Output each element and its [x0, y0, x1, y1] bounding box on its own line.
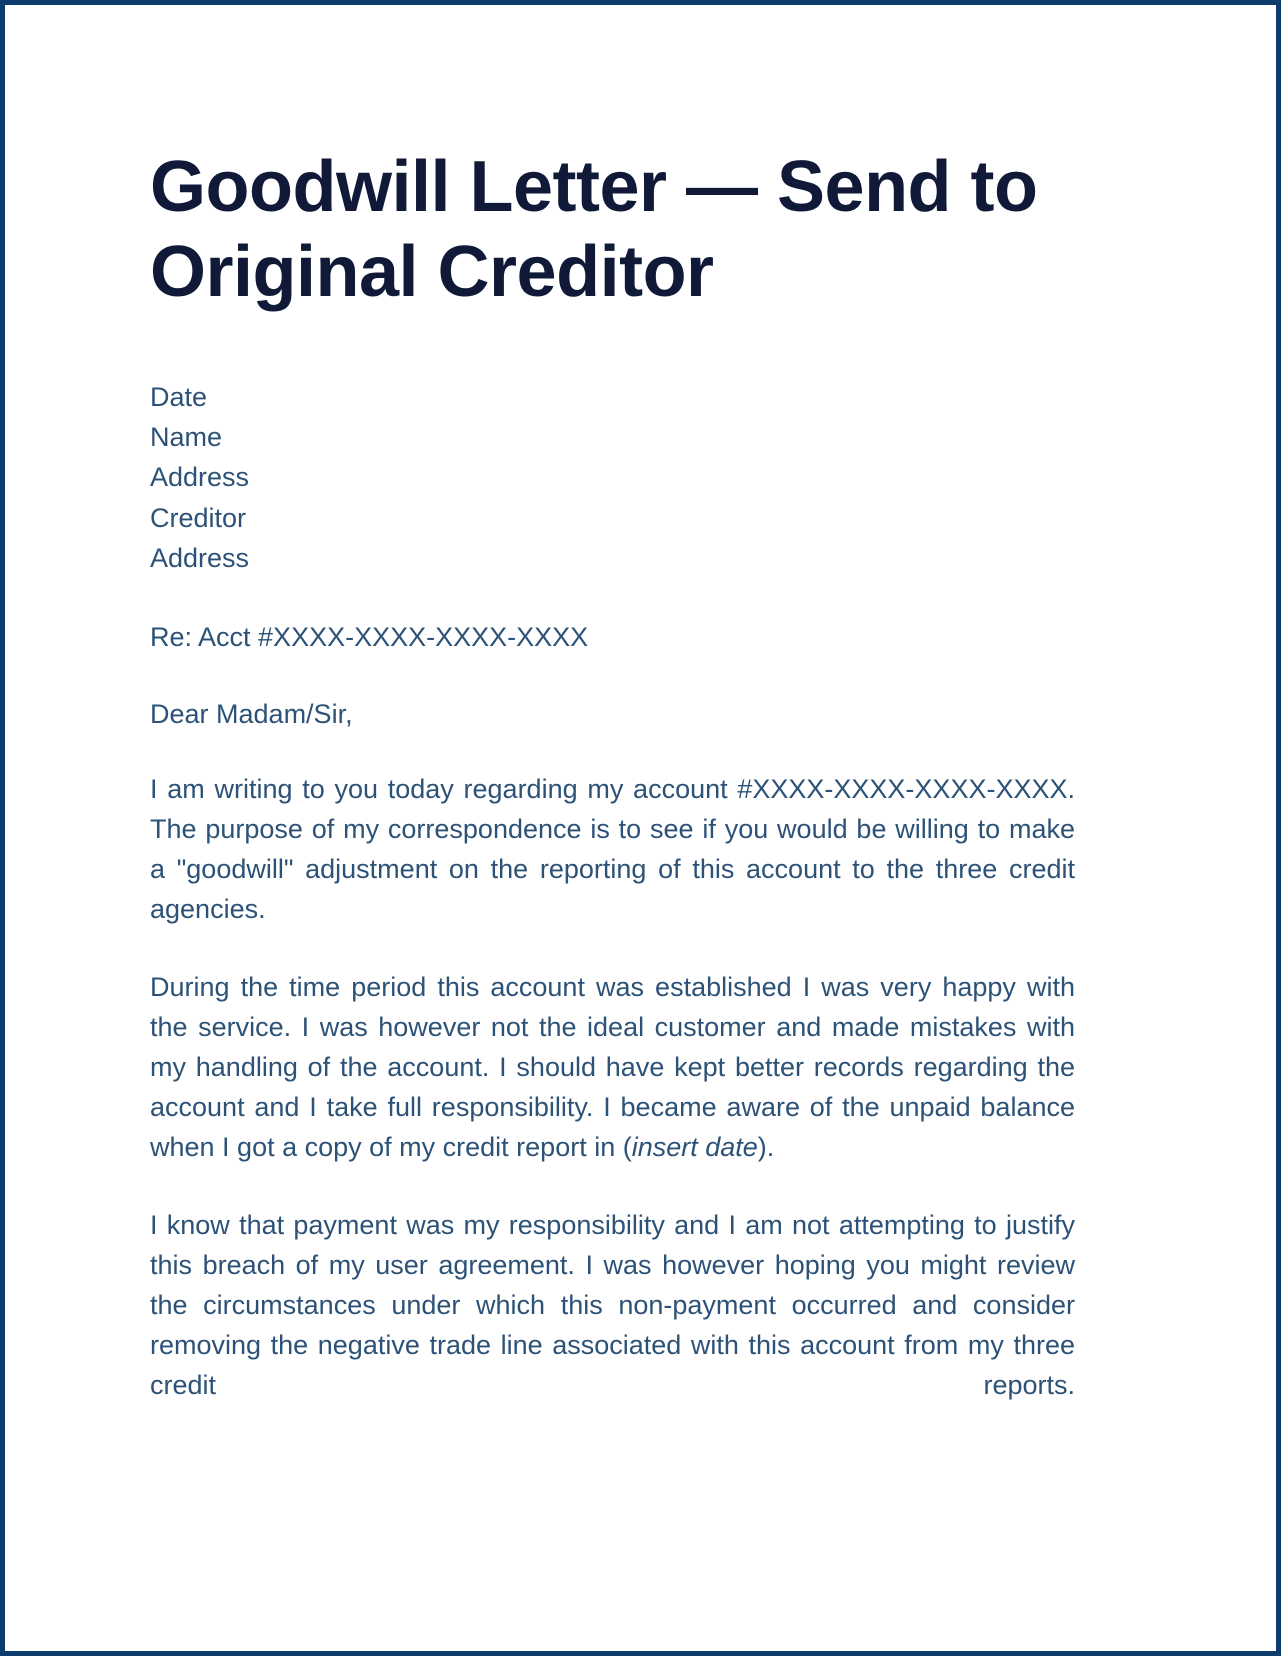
body-paragraph-3: I know that payment was my responsibility and I am not attempting to justify this breach of my user agreement. I was however hoping you might review the circumstances under which this non-payment occurred and consider removing the negative trade line associated with this account from my three credit reports.: [150, 1209, 1075, 1400]
address-line-date: Date: [150, 381, 208, 412]
page-title: Goodwill Letter — Send to Original Creditor: [150, 147, 1038, 312]
paragraph-2-text-before: During the time period this account was established I was very happy with the service. I was however not the ideal customer and made mistakes with my handling of the account. I should have kept better records regarding the account and I take full responsibility. I became aware of the unpaid balance when I got a copy of my credit report in (: [150, 972, 1075, 1162]
body-paragraph-1: I am writing to you today regarding my account #XXXX-XXXX-XXXX-XXXX. The purpose of my correspondence is to see if you would be willing to make a "goodwill" adjustment on the reporting of this account to the three credit agencies.: [150, 774, 1075, 925]
salutation: Dear Madam/Sir,: [150, 699, 353, 730]
letter-content: [150, 145, 1075, 1472]
address-block: [150, 377, 1075, 578]
address-line-address: Address: [150, 462, 250, 493]
insert-date-placeholder: insert date: [631, 1131, 758, 1162]
address-line-creditor: Creditor: [150, 502, 247, 533]
reference-line: Re: Acct #XXXX-XXXX-XXXX-XXXX: [150, 622, 589, 652]
address-line-creditor-address: Address: [150, 542, 250, 573]
paragraph-2-text-after: ).: [757, 1131, 775, 1162]
body-paragraph-2: [150, 968, 1075, 1168]
letter-sheet: [5, 5, 1276, 1651]
address-line-name: Name: [150, 422, 223, 453]
